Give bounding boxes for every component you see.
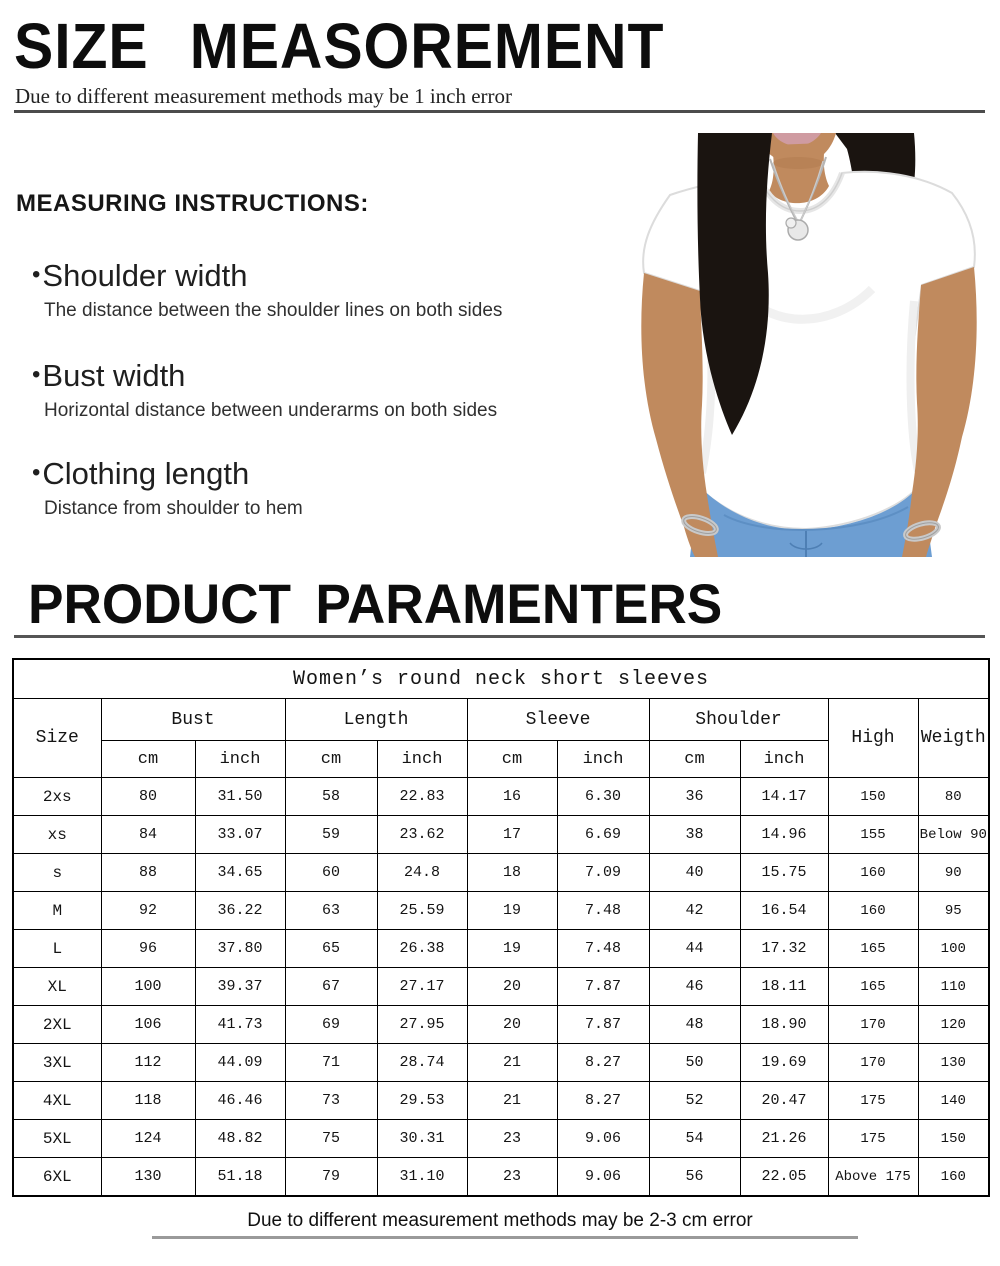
value-cell: 18.11	[740, 968, 828, 1006]
value-cell: 22.05	[740, 1158, 828, 1197]
value-cell: 27.95	[377, 1006, 467, 1044]
unit-header-inch: inch	[557, 741, 649, 778]
value-cell: 33.07	[195, 816, 285, 854]
value-cell: 16	[467, 778, 557, 816]
value-cell: 69	[285, 1006, 377, 1044]
value-cell: 20.47	[740, 1082, 828, 1120]
value-cell: 38	[649, 816, 740, 854]
value-cell: 20	[467, 968, 557, 1006]
col-header-bust: Bust	[101, 699, 285, 741]
value-cell: 58	[285, 778, 377, 816]
unit-header-cm: cm	[101, 741, 195, 778]
value-cell: 36.22	[195, 892, 285, 930]
value-cell: 26.38	[377, 930, 467, 968]
value-cell: 100	[101, 968, 195, 1006]
instruction-description: Horizontal distance between underarms on both sides	[44, 400, 498, 421]
value-cell: 80	[918, 778, 989, 816]
value-cell: 79	[285, 1158, 377, 1197]
col-header-shoulder: Shoulder	[649, 699, 828, 741]
value-cell: 96	[101, 930, 195, 968]
value-cell: 50	[649, 1044, 740, 1082]
value-cell: 14.96	[740, 816, 828, 854]
value-cell: 67	[285, 968, 377, 1006]
value-cell: 175	[828, 1082, 918, 1120]
value-cell: 19	[467, 892, 557, 930]
value-cell: 44.09	[195, 1044, 285, 1082]
value-cell: 170	[828, 1044, 918, 1082]
value-cell: 21	[467, 1082, 557, 1120]
size-cell: 5XL	[13, 1120, 101, 1158]
table-title-row	[13, 659, 989, 699]
value-cell: 23	[467, 1120, 557, 1158]
value-cell: 130	[101, 1158, 195, 1197]
value-cell: 90	[918, 854, 989, 892]
value-cell: 59	[285, 816, 377, 854]
value-cell: 63	[285, 892, 377, 930]
value-cell: 46.46	[195, 1082, 285, 1120]
value-cell: 28.74	[377, 1044, 467, 1082]
value-cell: 21.26	[740, 1120, 828, 1158]
value-cell: 15.75	[740, 854, 828, 892]
instruction-item	[32, 358, 497, 422]
value-cell: 124	[101, 1120, 195, 1158]
value-cell: 7.87	[557, 1006, 649, 1044]
value-cell: 75	[285, 1120, 377, 1158]
chin-shadow	[773, 157, 823, 169]
instruction-item	[32, 456, 303, 520]
value-cell: 46	[649, 968, 740, 1006]
value-cell: 9.06	[557, 1120, 649, 1158]
col-header-high: High	[828, 699, 918, 778]
value-cell: 27.17	[377, 968, 467, 1006]
page-title: SIZE MEASOREMENT	[14, 10, 665, 82]
value-cell: Below 90	[918, 816, 989, 854]
table-row	[13, 1044, 989, 1082]
instruction-term: • Clothing length	[32, 456, 303, 492]
table-row	[13, 1120, 989, 1158]
value-cell: 14.17	[740, 778, 828, 816]
instruction-description: Distance from shoulder to hem	[44, 498, 303, 519]
unit-header-inch: inch	[740, 741, 828, 778]
value-cell: 80	[101, 778, 195, 816]
table-row	[13, 854, 989, 892]
value-cell: 155	[828, 816, 918, 854]
value-cell: 24.8	[377, 854, 467, 892]
value-cell: 18.90	[740, 1006, 828, 1044]
size-cell: L	[13, 930, 101, 968]
size-cell: 4XL	[13, 1082, 101, 1120]
value-cell: 6.30	[557, 778, 649, 816]
unit-header-inch: inch	[195, 741, 285, 778]
size-cell: 2xs	[13, 778, 101, 816]
value-cell: 8.27	[557, 1082, 649, 1120]
value-cell: 41.73	[195, 1006, 285, 1044]
value-cell: 71	[285, 1044, 377, 1082]
value-cell: 7.48	[557, 892, 649, 930]
table-row	[13, 968, 989, 1006]
value-cell: 17.32	[740, 930, 828, 968]
col-header-length: Length	[285, 699, 467, 741]
value-cell: 150	[828, 778, 918, 816]
col-header-sleeve: Sleeve	[467, 699, 649, 741]
value-cell: 22.83	[377, 778, 467, 816]
value-cell: 20	[467, 1006, 557, 1044]
value-cell: 88	[101, 854, 195, 892]
value-cell: 52	[649, 1082, 740, 1120]
value-cell: 65	[285, 930, 377, 968]
value-cell: 140	[918, 1082, 989, 1120]
value-cell: 36	[649, 778, 740, 816]
table-row	[13, 778, 989, 816]
value-cell: 160	[918, 1158, 989, 1197]
size-cell: 2XL	[13, 1006, 101, 1044]
size-cell: XL	[13, 968, 101, 1006]
table-row	[13, 892, 989, 930]
value-cell: 160	[828, 854, 918, 892]
value-cell: 40	[649, 854, 740, 892]
table-row	[13, 816, 989, 854]
value-cell: 42	[649, 892, 740, 930]
unit-header-inch: inch	[377, 741, 467, 778]
unit-header-cm: cm	[467, 741, 557, 778]
model-photo	[620, 133, 992, 557]
instructions-heading: MEASURING INSTRUCTIONS:	[16, 190, 369, 217]
value-cell: 44	[649, 930, 740, 968]
value-cell: 175	[828, 1120, 918, 1158]
size-cell: s	[13, 854, 101, 892]
value-cell: 56	[649, 1158, 740, 1197]
value-cell: 118	[101, 1082, 195, 1120]
value-cell: 92	[101, 892, 195, 930]
value-cell: 48.82	[195, 1120, 285, 1158]
value-cell: 21	[467, 1044, 557, 1082]
value-cell: 34.65	[195, 854, 285, 892]
value-cell: 7.48	[557, 930, 649, 968]
value-cell: 7.09	[557, 854, 649, 892]
value-cell: 25.59	[377, 892, 467, 930]
table-row	[13, 1082, 989, 1120]
value-cell: 95	[918, 892, 989, 930]
value-cell: 160	[828, 892, 918, 930]
value-cell: 19	[467, 930, 557, 968]
value-cell: 31.10	[377, 1158, 467, 1197]
value-cell: 165	[828, 930, 918, 968]
col-header-size: Size	[13, 699, 101, 778]
size-cell: 6XL	[13, 1158, 101, 1197]
size-chart-body	[13, 778, 989, 1197]
section-title: PRODUCT PARAMENTERS	[28, 572, 723, 635]
size-cell: 3XL	[13, 1044, 101, 1082]
title-note: Due to different measurement methods may be 1 inch error	[15, 84, 513, 108]
value-cell: 112	[101, 1044, 195, 1082]
value-cell: 23	[467, 1158, 557, 1197]
value-cell: Above 175	[828, 1158, 918, 1197]
value-cell: 8.27	[557, 1044, 649, 1082]
value-cell: 37.80	[195, 930, 285, 968]
table-row	[13, 1006, 989, 1044]
value-cell: 19.69	[740, 1044, 828, 1082]
value-cell: 9.06	[557, 1158, 649, 1197]
necklace-pendant-small	[786, 218, 796, 228]
unit-header-cm: cm	[649, 741, 740, 778]
instruction-term: • Shoulder width	[32, 258, 502, 294]
value-cell: 106	[101, 1006, 195, 1044]
value-cell: 29.53	[377, 1082, 467, 1120]
value-cell: 16.54	[740, 892, 828, 930]
value-cell: 170	[828, 1006, 918, 1044]
value-cell: 7.87	[557, 968, 649, 1006]
value-cell: 120	[918, 1006, 989, 1044]
instruction-term: • Bust width	[32, 358, 497, 394]
value-cell: 54	[649, 1120, 740, 1158]
value-cell: 6.69	[557, 816, 649, 854]
value-cell: 23.62	[377, 816, 467, 854]
unit-header-cm: cm	[285, 741, 377, 778]
value-cell: 110	[918, 968, 989, 1006]
instruction-item	[32, 258, 502, 322]
size-cell: xs	[13, 816, 101, 854]
size-chart-table	[12, 658, 990, 1197]
value-cell: 51.18	[195, 1158, 285, 1197]
value-cell: 130	[918, 1044, 989, 1082]
instruction-description: The distance between the shoulder lines on both sides	[44, 300, 503, 321]
bottom-note: Due to different measurement methods may be 2-3 cm error	[247, 1210, 753, 1231]
value-cell: 39.37	[195, 968, 285, 1006]
table-row	[13, 930, 989, 968]
value-cell: 48	[649, 1006, 740, 1044]
table-group-header-row	[13, 699, 989, 741]
value-cell: 60	[285, 854, 377, 892]
size-cell: M	[13, 892, 101, 930]
value-cell: 150	[918, 1120, 989, 1158]
table-title: Women’s round neck short sleeves	[13, 659, 989, 699]
value-cell: 84	[101, 816, 195, 854]
value-cell: 165	[828, 968, 918, 1006]
value-cell: 17	[467, 816, 557, 854]
value-cell: 18	[467, 854, 557, 892]
top-divider	[14, 110, 985, 113]
value-cell: 73	[285, 1082, 377, 1120]
section-divider	[14, 635, 985, 638]
table-row	[13, 1158, 989, 1197]
col-header-weight: Weigth	[918, 699, 989, 778]
bottom-divider	[152, 1236, 858, 1239]
value-cell: 100	[918, 930, 989, 968]
value-cell: 31.50	[195, 778, 285, 816]
value-cell: 30.31	[377, 1120, 467, 1158]
